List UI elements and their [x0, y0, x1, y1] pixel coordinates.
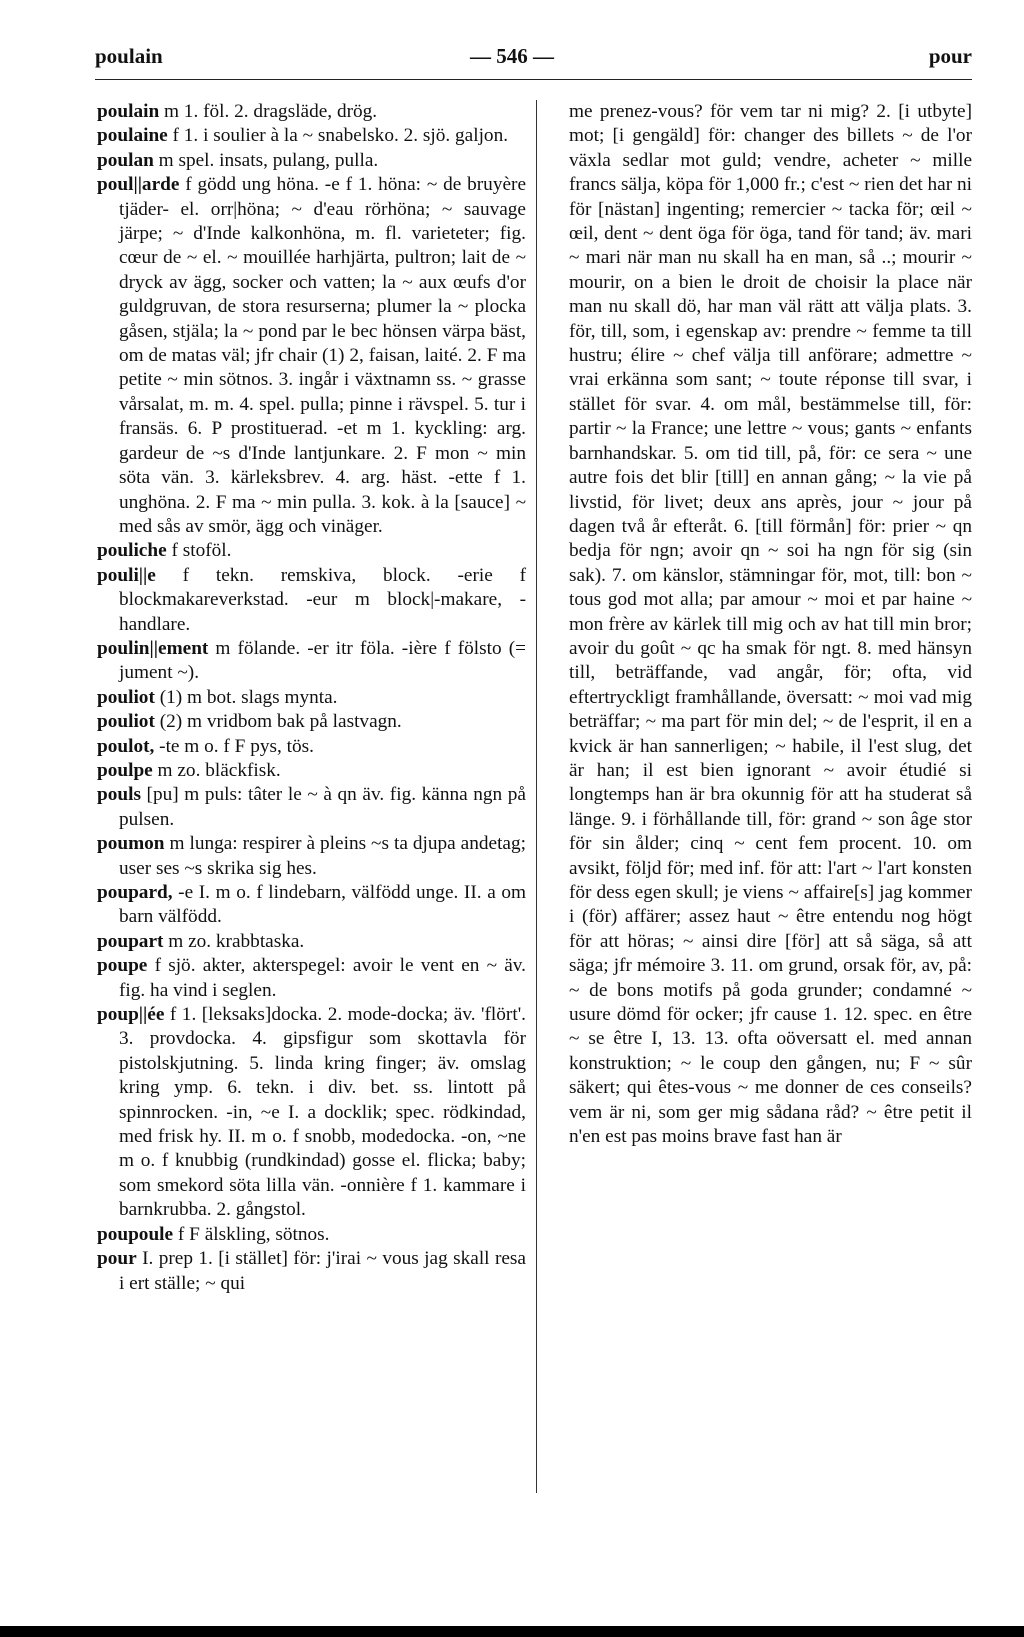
right-column	[569, 100, 972, 1149]
entry-continuation: me prenez-vous? för vem tar ni mig? 2. [i utbyte] mot; [i gengäld] för: changer des billets ~ de l'or växla sedlar mot guld; vendre, acheter ~ mille francs sälja, köpa för 1,000 fr.; c'est ~ rien det har ni för [nästan] ingenting; remercier ~ tacka för; œil ~ œil, dent ~ dent öga för öga, tand för tand; äv. mari ~ mari när man nu skall ha en man, så ..; mourir ~ mourir, on a bien le droit de choisir la place när man nu skall dö, har man väl rätt att välja plats. 3. för, till, som, i egenskap av: prendre ~ femme ta till hustru; élire ~ chef välja till anförare; admettre ~ vrai erkänna som sant; ~ toute réponse till svar, i stället för svar. 4. om mål, bestämmelse till, för: partir ~ la France; une lettre ~ vous; gants ~ enfants barnhandskar. 5. om tid till, på, för: ce sera ~ une autre fois det blir [till] en annan gång; ~ la vie på livstid, för livet; deux ans après, jour ~ jour på dagen två år efteråt. 6. [till förmån] för: prier ~ qn bedja för ngn; avoir qn ~ soi ha ngn för sig (sin sak). 7. om känslor, stämningar för, mot, till: bon ~ tous god mot alla; par amour ~ moi et par haine ~ mon frère av kärlek till mig och av hat till min bror; avoir du goût ~ qc ha smak för ngt. 8. med hänsyn till, beträffande, vad angår, för; ofta, vid eftertryckligt framhållande, översatt: ~ moi vad mig beträffar; ~ ma part för min del; ~ de l'esprit, il en a kvick är han sannerligen; ~ habile, il l'est slug, det är han; il est bien ignorant ~ avoir étudié si longtemps han är bra okunnig för att ha studerat så länge. 9. i förhållande till, för: grand ~ son âge stor för sin ålder; cinq ~ cent fem procent. 10. om avsikt, följd för; med inf. för att: l'art ~ l'art konsten för dess egen skull; je viens ~ affaire[s] jag kommer i (för) affärer; assez haut ~ être entendu nog högt för att höras; ~ ainsi dire [för] att så säga, så att säga; jfr mémoire 3. 11. om grund, orsak för, av, på: ~ de bons motifs på goda grunder; condamné ~ usure dömd för ocker; jfr cause 1. 12. spec. en être ~ se être I, 13. 13. ofta oöversatt el. med annan konstruktion; ~ le coup den gången, nu; F ~ sûr säkert; qui êtes-vous ~ me donner de ces conseils? vem är ni, som ger mig sådana råd? ~ être petit il n'en est pas moins brave fast han är	[569, 101, 972, 1148]
headword: pour	[97, 1248, 137, 1270]
dictionary-entry: pouliot (1) m bot. slags mynta.	[97, 686, 338, 708]
headword: poulan	[97, 149, 154, 171]
header-rule	[95, 79, 972, 80]
running-head-right: pour	[928, 44, 972, 68]
dictionary-entry: pouliot (2) m vridbom bak på lastvagn.	[97, 711, 402, 733]
headword: pouliot	[97, 686, 155, 708]
column-divider	[536, 100, 537, 1493]
headword: pouli||e	[97, 564, 156, 586]
headword: pouliche	[97, 540, 167, 562]
running-head-left: poulain	[95, 44, 163, 68]
dictionary-entry: poupard, -e I. m o. f lindebarn, välfödd unge. II. a om barn välfödd.	[97, 882, 526, 928]
headword: poup||ée	[97, 1004, 165, 1026]
dictionary-entry: pouli||e f tekn. remskiva, block. -erie f blockmakareverkstad. -eur m block|-makare, -handlare.	[97, 564, 526, 635]
dictionary-entry: pouls [pu] m puls: tâter le ~ à qn äv. fig. känna ngn på pulsen.	[97, 784, 526, 830]
page-number: — 546 —	[470, 44, 554, 68]
dictionary-entry: poulpe m zo. bläckfisk.	[97, 759, 281, 781]
dictionary-entry: poulot, -te m o. f F pys, tös.	[97, 735, 314, 757]
headword: poumon	[97, 833, 165, 855]
dictionary-entry: poumon m lunga: respirer à pleins ~s ta djupa andetag; user ses ~s skrika sig hes.	[97, 833, 526, 879]
headword: poulain	[97, 101, 160, 122]
headword: poulpe	[97, 759, 153, 781]
headword: pouls	[97, 784, 141, 806]
dictionary-entry: pouliche f stoföl.	[97, 540, 232, 562]
dictionary-entry: poupart m zo. krabbtaska.	[97, 930, 305, 952]
left-column	[97, 100, 526, 1296]
headword: poupoule	[97, 1223, 174, 1245]
dictionary-entry: poupoule f F älskling, sötnos.	[97, 1223, 330, 1245]
dictionary-entry: poup||ée f 1. [leksaks]docka. 2. mode-docka; äv. 'flört'. 3. provdocka. 4. gipsfigur som skottavla för pistolskjutning. 5. linda kring finger; äv. omslag kring ymp. 6. tekn. i div. bet. ss. lintott på spinnrocken. -in, ~e I. a docklik; spec. rödkindad, med frisk hy. II. m o. f snobb, modedocka. -on, ~ne m o. f knubbig (rundkindad) gosse el. flicka; baby; som smekord söta lilla vän. -onnière f 1. kammare i barnkrubba. 2. gångstol.	[97, 1004, 526, 1221]
dictionary-entry: pour I. prep 1. [i stället] för: j'irai ~ vous jag skall resa i ert ställe; ~ qui	[97, 1248, 526, 1294]
dictionary-entry: poupe f sjö. akter, akterspegel: avoir le vent en ~ äv. fig. ha vind i seglen.	[97, 955, 526, 1001]
headword: poul||arde	[97, 174, 180, 196]
headword: poupe	[97, 955, 148, 977]
headword: poulin||ement	[97, 637, 209, 659]
headword: poulot,	[97, 735, 155, 757]
headword: poulaine	[97, 125, 168, 147]
headword: pouliot	[97, 711, 155, 733]
scan-edge-bar	[0, 1626, 1024, 1637]
dictionary-entry: poulaine f 1. i soulier à la ~ snabelsko. 2. sjö. galjon.	[97, 125, 509, 147]
dictionary-entry: poulan m spel. insats, pulang, pulla.	[97, 149, 379, 171]
dictionary-entry: poulain m 1. föl. 2. dragsläde, drög.	[97, 101, 378, 122]
headword: poupart	[97, 930, 164, 952]
dictionary-entry: poulin||ement m fölande. -er itr föla. -ière f fölsto (= jument ~).	[97, 637, 526, 684]
headword: poupard,	[97, 882, 173, 903]
dictionary-entry: poul||arde f gödd ung höna. -e f 1. höna: ~ de bruyère tjäder- el. orr|höna; ~ d'eau rörhöna; ~ sauvage järpe; ~ d'Inde kalkonhöna, m. fl. varieteter; fig. cœur de ~ el. ~ mouillée harhjärta, pultron; lait de ~ dryck av ägg, socker och vatten; la ~ aux œufs d'or guldgruvan, de stora resurserna; plumer la ~ plocka gåsen, stjäla; la ~ pond par le bec hönsen värpa bäst, om de matas väl; jfr chair (1) 2, faisan, laité. 2. F ma petite ~ min sötnos. 3. ingår i växtnamn ss. ~ grasse vårsalat, m. m. 4. spel. pulla; pinne i rävspel. 5. tur i fransäs. 6. P prostituerad. -et m 1. kyckling: arg. gardeur de ~s d'Inde lantjunkare. 2. F mon ~ min söta vän. 3. kärleksbrev. 4. arg. häst. -ette f 1. unghöna. 2. F ma ~ min pulla. 3. kok. à la [sauce] ~ med sås av smör, ägg och vinäger.	[97, 174, 526, 537]
